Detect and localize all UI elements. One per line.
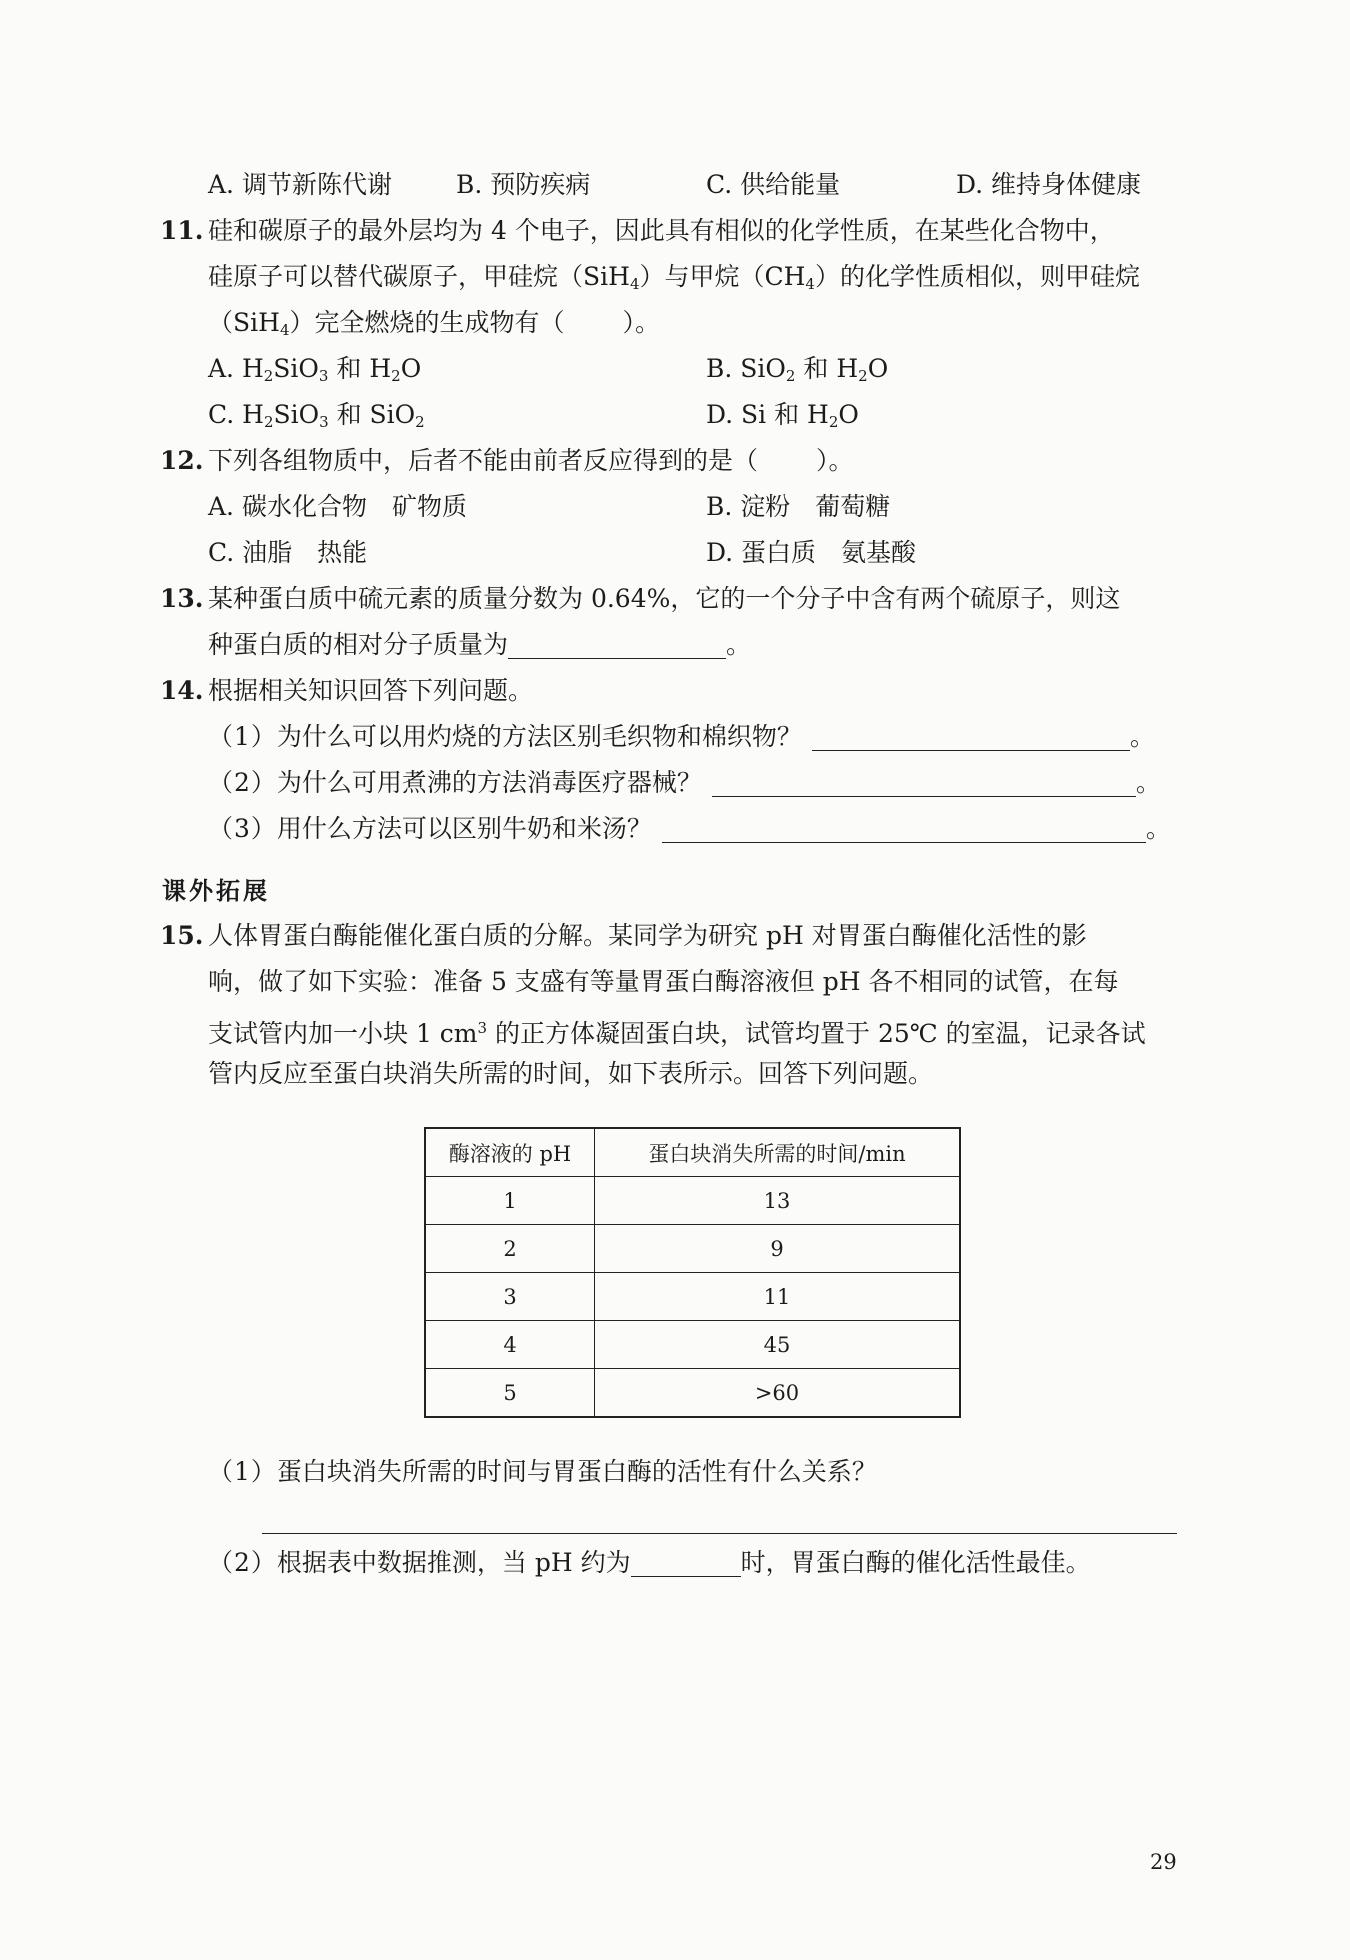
table-row <box>425 1369 960 1418</box>
q15-number: 15. <box>160 921 204 950</box>
table-row <box>425 1273 960 1321</box>
section-title-extension: 课外拓展 <box>162 876 270 905</box>
q10-option-b: B. 预防疾病 <box>456 170 591 199</box>
q13-text-2: 种蛋白质的相对分子质量为 。 <box>208 630 752 659</box>
q15-sub2-text: （2）根据表中数据推测，当 pH 约为 时，胃蛋白酶的催化活性最佳。 <box>208 1548 1091 1577</box>
table-cell-time: >60 <box>595 1369 961 1418</box>
q11-option-a: A. $H_2SiO_3$ 和 $H_2O$ <box>208 354 422 385</box>
q12-text: 下列各组物质中，后者不能由前者反应得到的是（ ）。 <box>208 446 854 475</box>
q15-text-4: 管内反应至蛋白块消失所需的时间，如下表所示。回答下列问题。 <box>208 1059 934 1088</box>
q14-sub3-blank[interactable] <box>662 812 1146 843</box>
q14-sub1-blank[interactable] <box>812 720 1130 751</box>
q10-option-c: C. 供给能量 <box>706 170 841 199</box>
table-cell-time: 13 <box>595 1177 961 1225</box>
q14-sub2-text: （2）为什么可用煮沸的方法消毒医疗器械？ 。 <box>208 768 1161 797</box>
q10-option-a: A. 调节新陈代谢 <box>208 170 392 199</box>
q14-sub2-blank[interactable] <box>712 766 1136 797</box>
q12-number: 12. <box>160 446 204 475</box>
q11-text-3: （SiH$_4$）完全燃烧的生成物有（ ）。 <box>208 308 661 339</box>
q11-option-b: B. SiO$_2$ 和 $H_2O$ <box>706 354 889 385</box>
q12-option-c: C. 油脂 热能 <box>208 538 368 567</box>
q15-sub1-answer-line[interactable] <box>262 1533 1177 1534</box>
q15-text-1: 人体胃蛋白酶能催化蛋白质的分解。某同学为研究 pH 对胃蛋白酶催化活性的影 <box>208 921 1087 950</box>
table-cell-ph: 2 <box>425 1225 595 1273</box>
q15-sub1-text: （1）蛋白块消失所需的时间与胃蛋白酶的活性有什么关系？ <box>208 1457 877 1486</box>
q11-text-2: 硅原子可以替代碳原子，甲硅烷（SiH$_4$）与甲烷$(CH_4)$的化学性质相似，则甲硅烷 <box>208 262 1140 293</box>
q15-text-2: 响，做了如下实验：准备 5 支盛有等量胃蛋白酶溶液但 pH 各不相同的试管，在每 <box>208 967 1119 996</box>
q13-text-1: 某种蛋白质中硫元素的质量分数为 0.64%，它的一个分子中含有两个硫原子，则这 <box>208 584 1121 613</box>
table-cell-time: 11 <box>595 1273 961 1321</box>
q14-sub1-text: （1）为什么可以用灼烧的方法区别毛织物和棉织物？ 。 <box>208 722 1155 751</box>
table-cell-ph: 1 <box>425 1177 595 1225</box>
q15-text-3: 支试管内加一小块 1 $cm^3$ 的正方体凝固蛋白块，试管均置于 25℃ 的室温，记录各试 <box>208 1019 1146 1048</box>
table-row <box>425 1177 960 1225</box>
q14-sub3-text: （3）用什么方法可以区别牛奶和米汤？ 。 <box>208 814 1171 843</box>
q12-option-a: A. 碳水化合物 矿物质 <box>208 492 467 521</box>
q12-option-d: D. 蛋白质 氨基酸 <box>706 538 917 567</box>
q13-number: 13. <box>160 584 204 613</box>
q12-option-b: B. 淀粉 葡萄糖 <box>706 492 891 521</box>
table-row <box>425 1321 960 1369</box>
table-cell-ph: 5 <box>425 1369 595 1418</box>
table-header-time: 蛋白块消失所需的时间/min <box>595 1128 961 1177</box>
table-cell-time: 45 <box>595 1321 961 1369</box>
q15-sub2-blank[interactable] <box>631 1546 741 1577</box>
q11-text-1: 硅和碳原子的最外层均为 4 个电子，因此具有相似的化学性质，在某些化合物中， <box>208 216 1115 245</box>
q14-number: 14. <box>160 676 204 705</box>
ph-time-table <box>424 1127 961 1418</box>
table-row <box>425 1225 960 1273</box>
table-header-ph: 酶溶液的 pH <box>425 1128 595 1177</box>
table-header-row <box>425 1128 960 1177</box>
q11-option-d: D. Si 和 $H_2O$ <box>706 400 859 431</box>
page-number: 29 <box>1150 1850 1177 1874</box>
table-cell-ph: 3 <box>425 1273 595 1321</box>
q14-stem: 根据相关知识回答下列问题。 <box>208 676 534 705</box>
table-cell-time: 9 <box>595 1225 961 1273</box>
table-cell-ph: 4 <box>425 1321 595 1369</box>
q10-option-d: D. 维持身体健康 <box>956 170 1142 199</box>
q13-answer-blank[interactable] <box>508 628 726 659</box>
q11-option-c: C. $H_2SiO_3$ 和 SiO$_2$ <box>208 400 425 431</box>
q11-number: 11. <box>160 216 204 245</box>
